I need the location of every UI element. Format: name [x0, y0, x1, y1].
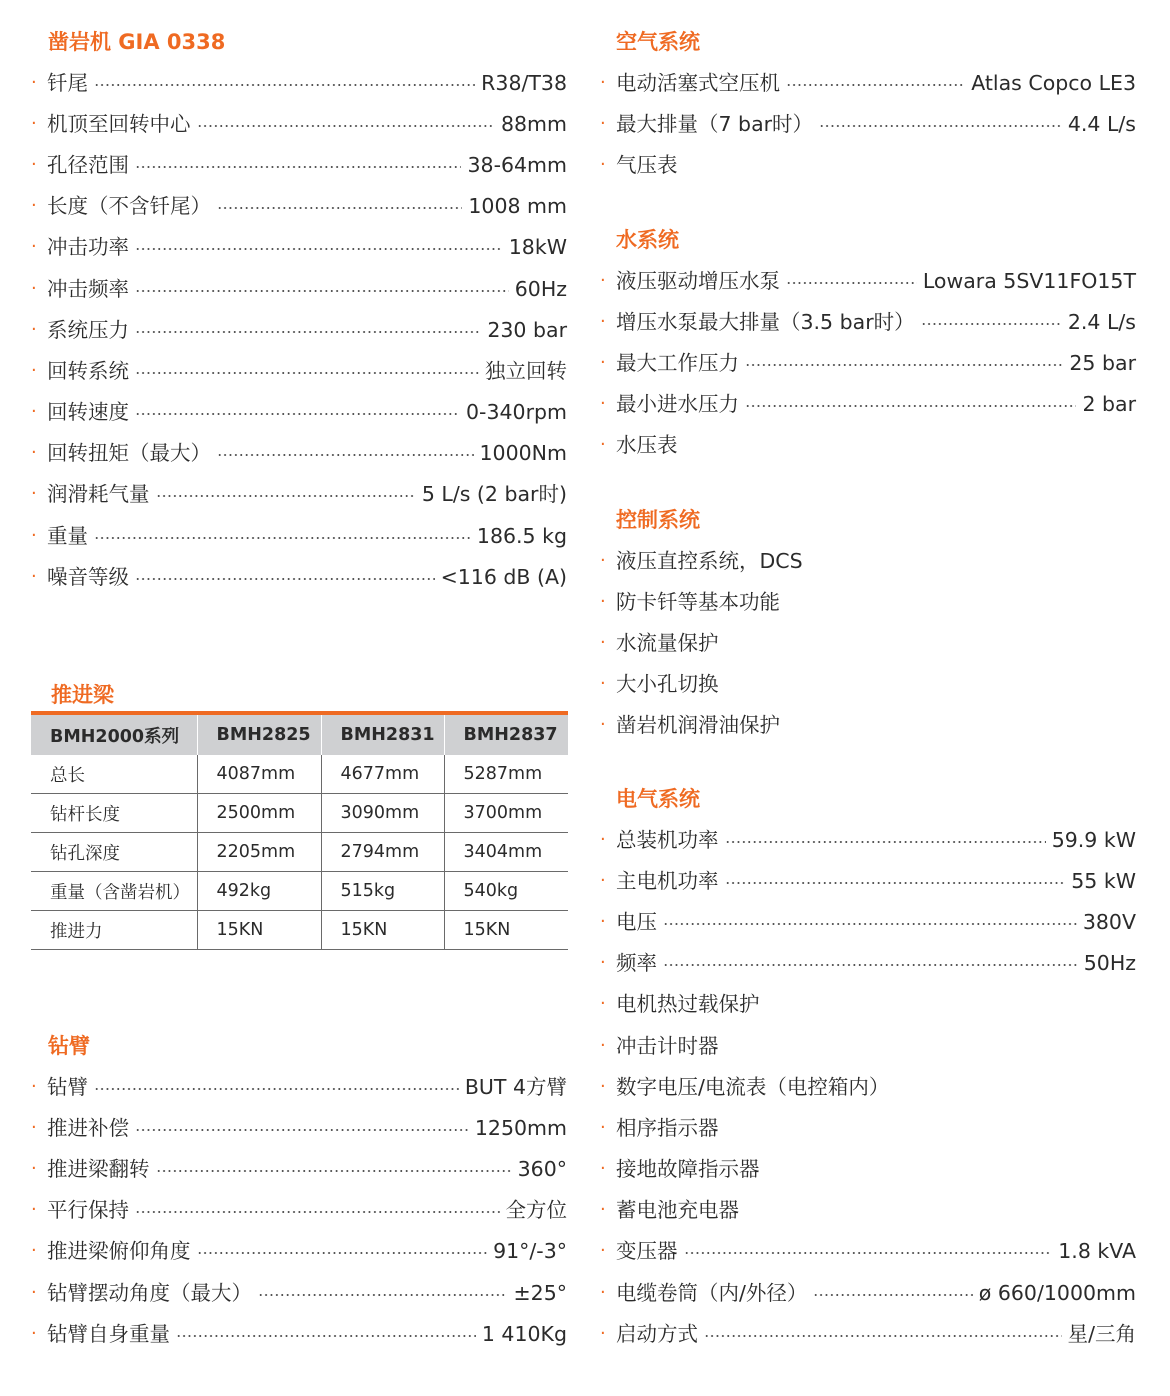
spec-label: 最大排量（7 bar时）	[616, 111, 814, 136]
spec-value: 1.8 kVA	[1058, 1239, 1136, 1264]
dot-leader	[725, 882, 1066, 884]
dot-leader	[786, 282, 917, 284]
bullet-icon: ·	[31, 318, 37, 340]
spec-label: 电压	[616, 909, 657, 934]
spec-label: 频率	[616, 951, 657, 976]
spec-label: 长度（不含钎尾）	[47, 194, 211, 219]
bullet-icon: ·	[600, 1158, 606, 1180]
table-cell: 15KN	[197, 911, 321, 950]
table-cell: 2500mm	[197, 794, 321, 833]
spec-item	[600, 144, 1136, 185]
spec-label: 防卡钎等基本功能	[616, 589, 780, 614]
bullet-icon: ·	[600, 1281, 606, 1303]
spec-label: 凿岩机润滑油保护	[616, 713, 780, 738]
feed-spec-table	[31, 711, 568, 950]
dot-leader	[663, 923, 1077, 925]
spec-value: 91°/-3°	[493, 1239, 567, 1264]
section-title-feed: 推进梁	[51, 683, 114, 707]
table-cell: 钻杆长度	[31, 794, 197, 833]
dot-leader	[786, 84, 965, 86]
bullet-icon: ·	[600, 112, 606, 134]
spec-label: 钻臂	[47, 1074, 88, 1099]
spec-item	[31, 268, 567, 309]
table-cell: 540kg	[444, 872, 568, 911]
bullet-icon: ·	[600, 351, 606, 373]
spec-label: 钻臂摆动角度（最大）	[47, 1280, 252, 1305]
spec-label: 主电机功率	[616, 868, 719, 893]
spec-value: <116 dB (A)	[440, 564, 567, 589]
spec-label: 水压表	[616, 433, 678, 458]
spec-item	[31, 1272, 567, 1313]
bullet-icon: ·	[31, 1281, 37, 1303]
table-header-cell: BMH2825	[197, 713, 321, 755]
spec-value: 1250mm	[474, 1115, 567, 1140]
spec-value: 0-340rpm	[466, 400, 567, 425]
spec-item	[31, 1313, 567, 1354]
table-row	[31, 794, 568, 833]
spec-label: 钎尾	[47, 70, 88, 95]
table-header-cell: BMH2831	[321, 713, 444, 755]
spec-label: 液压直控系统，DCS	[616, 548, 803, 573]
spec-value: 38-64mm	[467, 152, 567, 177]
dot-leader	[819, 125, 1062, 127]
spec-item	[600, 1231, 1136, 1272]
spec-label: 相序指示器	[616, 1115, 719, 1140]
spec-item	[600, 819, 1136, 860]
spec-label: 孔径范围	[47, 152, 129, 177]
spec-item	[31, 186, 567, 227]
spec-label: 电缆卷筒（内/外径）	[616, 1280, 808, 1305]
spec-item	[600, 1107, 1136, 1148]
dot-leader	[135, 1211, 500, 1213]
spec-value: BUT 4方臂	[464, 1074, 567, 1099]
spec-item	[31, 103, 567, 144]
dot-leader	[258, 1294, 507, 1296]
spec-item	[31, 433, 567, 474]
bullet-icon: ·	[600, 1240, 606, 1262]
bullet-icon: ·	[31, 483, 37, 505]
table-cell: 5287mm	[444, 755, 568, 794]
table-cell: 重量（含凿岩机）	[31, 872, 197, 911]
spec-value: 25 bar	[1069, 350, 1136, 375]
spec-label: 冲击计时器	[616, 1033, 719, 1058]
spec-label: 数字电压/电流表（电控箱内）	[616, 1074, 890, 1099]
spec-item	[600, 860, 1136, 901]
spec-item	[31, 1190, 567, 1231]
drill-spec-list	[31, 62, 567, 597]
spec-item	[600, 622, 1136, 663]
spec-item	[600, 62, 1136, 103]
spec-item	[31, 350, 567, 391]
spec-item	[31, 1066, 567, 1107]
bullet-icon: ·	[31, 71, 37, 93]
spec-label: 最小进水压力	[616, 392, 739, 417]
bullet-icon: ·	[600, 673, 606, 695]
spec-label: 噪音等级	[47, 564, 129, 589]
spec-item	[600, 705, 1136, 746]
dot-leader	[704, 1335, 1062, 1337]
table-cell: 推进力	[31, 911, 197, 950]
table-cell: 钻孔深度	[31, 833, 197, 872]
spec-value: 2 bar	[1082, 392, 1136, 417]
table-cell: 3090mm	[321, 794, 444, 833]
section-title-electric: 电气系统	[616, 787, 700, 811]
table-row	[31, 833, 568, 872]
dot-leader	[135, 413, 460, 415]
spec-item	[600, 1066, 1136, 1107]
dot-leader	[745, 364, 1063, 366]
spec-item	[600, 1149, 1136, 1190]
spec-value: 全方位	[505, 1198, 567, 1223]
spec-item	[31, 1231, 567, 1272]
dot-leader	[135, 331, 481, 333]
bullet-icon: ·	[600, 71, 606, 93]
spec-label: 液压驱动增压水泵	[616, 268, 780, 293]
water-spec-list	[600, 260, 1136, 466]
spec-value: 独立回转	[485, 358, 567, 383]
spec-item	[31, 556, 567, 597]
bullet-icon: ·	[600, 1116, 606, 1138]
dot-leader	[176, 1335, 476, 1337]
bullet-icon: ·	[600, 269, 606, 291]
spec-item	[31, 62, 567, 103]
spec-label: 重量	[47, 523, 88, 548]
section-title-air: 空气系统	[616, 30, 700, 54]
spec-item	[600, 384, 1136, 425]
bullet-icon: ·	[31, 442, 37, 464]
spec-item	[600, 1272, 1136, 1313]
dot-leader	[921, 323, 1062, 325]
bullet-icon: ·	[31, 277, 37, 299]
dot-leader	[663, 964, 1078, 966]
bullet-icon: ·	[600, 631, 606, 653]
spec-label: 最大工作压力	[616, 350, 739, 375]
spec-item	[31, 515, 567, 556]
bullet-icon: ·	[31, 1240, 37, 1262]
dot-leader	[135, 578, 435, 580]
table-row	[31, 755, 568, 794]
table-cell: 15KN	[444, 911, 568, 950]
spec-value: R38/T38	[481, 70, 567, 95]
section-title-control: 控制系统	[616, 508, 700, 532]
section-title-drill: 凿岩机 GIA 0338	[48, 30, 226, 54]
dot-leader	[94, 84, 475, 86]
air-spec-list	[600, 62, 1136, 186]
table-cell: 3404mm	[444, 833, 568, 872]
bullet-icon: ·	[600, 1034, 606, 1056]
dot-leader	[217, 207, 462, 209]
dot-leader	[135, 290, 509, 292]
spec-item	[600, 1025, 1136, 1066]
table-cell: 15KN	[321, 911, 444, 950]
spec-item	[600, 260, 1136, 301]
bullet-icon: ·	[600, 993, 606, 1015]
spec-label: 气压表	[616, 152, 678, 177]
spec-label: 电机热过载保护	[616, 992, 760, 1017]
spec-label: 回转扭矩（最大）	[47, 441, 211, 466]
table-row	[31, 911, 568, 950]
bullet-icon: ·	[600, 590, 606, 612]
spec-item	[31, 227, 567, 268]
boom-spec-list	[31, 1066, 567, 1354]
bullet-icon: ·	[31, 565, 37, 587]
spec-value: Lowara 5SV11FO15T	[922, 268, 1136, 293]
spec-value: 2.4 L/s	[1067, 309, 1136, 334]
section-title-water: 水系统	[616, 228, 679, 252]
dot-leader	[813, 1294, 972, 1296]
bullet-icon: ·	[31, 359, 37, 381]
bullet-icon: ·	[600, 1322, 606, 1344]
table-header-cell: BMH2837	[444, 713, 568, 755]
table-cell: 4087mm	[197, 755, 321, 794]
table-cell: 2205mm	[197, 833, 321, 872]
spec-item	[31, 1148, 567, 1189]
spec-value: Atlas Copco LE3	[971, 70, 1136, 95]
dot-leader	[197, 1252, 488, 1254]
spec-value: 230 bar	[487, 317, 567, 342]
bullet-icon: ·	[600, 714, 606, 736]
dot-leader	[217, 454, 474, 456]
bullet-icon: ·	[31, 524, 37, 546]
spec-value: 50Hz	[1083, 951, 1136, 976]
spec-label: 增压水泵最大排量（3.5 bar时）	[616, 309, 915, 334]
spec-item	[600, 342, 1136, 383]
bullet-icon: ·	[600, 310, 606, 332]
spec-value: 1 410Kg	[481, 1321, 567, 1346]
section-title-boom: 钻臂	[48, 1034, 90, 1058]
spec-value: 60Hz	[514, 276, 567, 301]
spec-label: 机顶至回转中心	[47, 111, 191, 136]
dot-leader	[135, 1129, 469, 1131]
dot-leader	[156, 495, 416, 497]
spec-value: 360°	[517, 1156, 567, 1181]
dot-leader	[156, 1170, 512, 1172]
spec-item	[600, 103, 1136, 144]
bullet-icon: ·	[31, 236, 37, 258]
bullet-icon: ·	[600, 1075, 606, 1097]
table-header-cell: BMH2000系列	[31, 713, 197, 755]
table-cell: 515kg	[321, 872, 444, 911]
spec-label: 总装机功率	[616, 827, 719, 852]
spec-value: 59.9 kW	[1051, 827, 1136, 852]
bullet-icon: ·	[600, 828, 606, 850]
table-row	[31, 872, 568, 911]
spec-label: 变压器	[616, 1239, 678, 1264]
bullet-icon: ·	[600, 153, 606, 175]
bullet-icon: ·	[31, 1199, 37, 1221]
bullet-icon: ·	[31, 1116, 37, 1138]
spec-label: 启动方式	[616, 1321, 698, 1346]
electric-spec-list	[600, 819, 1136, 1354]
spec-item	[600, 901, 1136, 942]
dot-leader	[725, 841, 1046, 843]
spec-value: 55 kW	[1071, 868, 1136, 893]
spec-label: 润滑耗气量	[47, 482, 150, 507]
spec-label: 推进补偿	[47, 1115, 129, 1140]
spec-value: 186.5 kg	[476, 523, 567, 548]
bullet-icon: ·	[31, 1322, 37, 1344]
spec-item	[600, 540, 1136, 581]
dot-leader	[197, 125, 495, 127]
spec-label: 钻臂自身重量	[47, 1321, 170, 1346]
spec-label: 大小孔切换	[616, 672, 719, 697]
spec-item	[31, 144, 567, 185]
spec-value: ±25°	[513, 1280, 567, 1305]
table-header-row	[31, 713, 568, 755]
bullet-icon: ·	[31, 1157, 37, 1179]
dot-leader	[684, 1252, 1053, 1254]
bullet-icon: ·	[31, 153, 37, 175]
dot-leader	[745, 405, 1076, 407]
table-cell: 492kg	[197, 872, 321, 911]
bullet-icon: ·	[600, 434, 606, 456]
spec-value: 1008 mm	[468, 194, 567, 219]
control-spec-list	[600, 540, 1136, 746]
table-cell: 4677mm	[321, 755, 444, 794]
table-cell: 2794mm	[321, 833, 444, 872]
spec-value: 5 L/s (2 bar时)	[421, 482, 567, 507]
spec-value: 88mm	[500, 111, 567, 136]
dot-leader	[94, 1088, 459, 1090]
spec-item	[600, 943, 1136, 984]
spec-label: 接地故障指示器	[616, 1157, 760, 1182]
spec-item	[600, 1313, 1136, 1354]
spec-item	[31, 474, 567, 515]
bullet-icon: ·	[31, 112, 37, 134]
bullet-icon: ·	[31, 401, 37, 423]
spec-item	[600, 581, 1136, 622]
spec-item	[31, 309, 567, 350]
bullet-icon: ·	[600, 393, 606, 415]
dot-leader	[135, 166, 461, 168]
spec-label: 推进梁翻转	[47, 1156, 150, 1181]
bullet-icon: ·	[31, 195, 37, 217]
table-cell: 总长	[31, 755, 197, 794]
spec-item	[31, 392, 567, 433]
spec-item	[600, 425, 1136, 466]
spec-value: 1000Nm	[479, 441, 567, 466]
spec-item	[600, 1190, 1136, 1231]
spec-label: 推进梁俯仰角度	[47, 1239, 191, 1264]
spec-label: 蓄电池充电器	[616, 1198, 739, 1223]
spec-label: 系统压力	[47, 317, 129, 342]
spec-value: ø 660/1000mm	[978, 1280, 1136, 1305]
spec-label: 平行保持	[47, 1198, 129, 1223]
spec-item	[600, 301, 1136, 342]
spec-value: 星/三角	[1067, 1321, 1136, 1346]
dot-leader	[135, 248, 503, 250]
bullet-icon: ·	[600, 549, 606, 571]
spec-item	[600, 664, 1136, 705]
bullet-icon: ·	[600, 869, 606, 891]
bullet-icon: ·	[600, 910, 606, 932]
spec-label: 水流量保护	[616, 630, 719, 655]
spec-label: 冲击频率	[47, 276, 129, 301]
bullet-icon: ·	[600, 1199, 606, 1221]
spec-item	[600, 984, 1136, 1025]
spec-value: 18kW	[508, 235, 567, 260]
spec-label: 回转系统	[47, 358, 129, 383]
spec-item	[31, 1107, 567, 1148]
table-cell: 3700mm	[444, 794, 568, 833]
spec-label: 回转速度	[47, 400, 129, 425]
bullet-icon: ·	[600, 952, 606, 974]
bullet-icon: ·	[31, 1075, 37, 1097]
spec-label: 冲击功率	[47, 235, 129, 260]
spec-value: 4.4 L/s	[1067, 111, 1136, 136]
dot-leader	[94, 537, 471, 539]
spec-label: 电动活塞式空压机	[616, 70, 780, 95]
dot-leader	[135, 372, 479, 374]
spec-value: 380V	[1082, 909, 1136, 934]
